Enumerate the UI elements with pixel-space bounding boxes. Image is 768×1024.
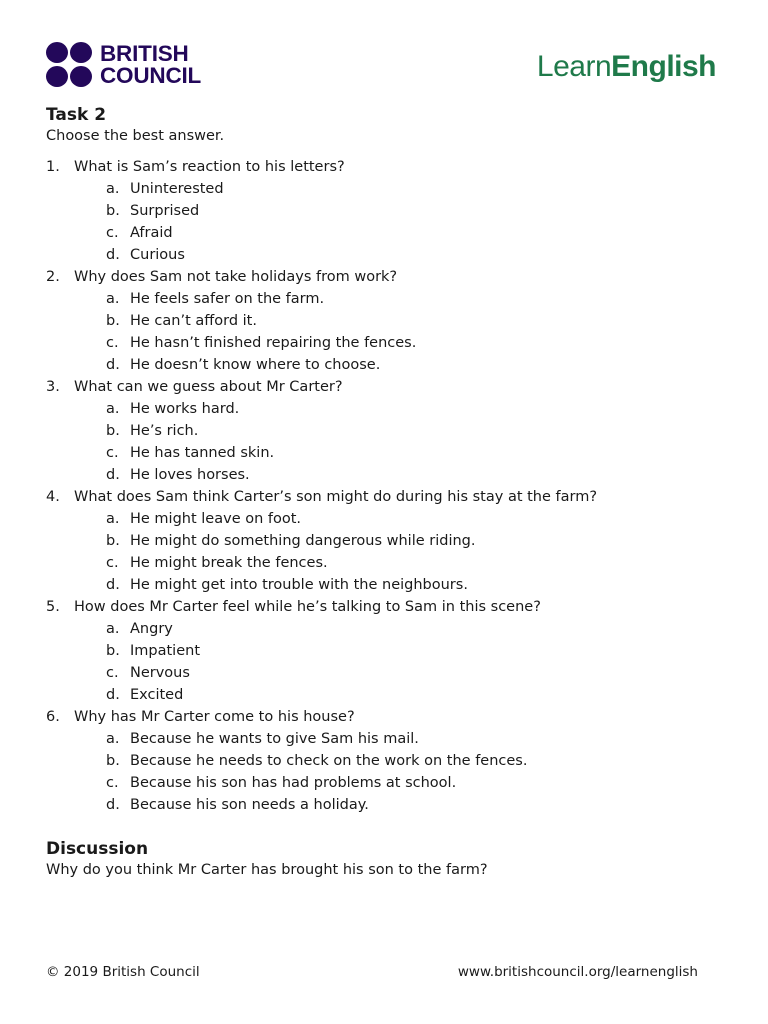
british-council-wordmark xyxy=(100,43,201,87)
option-letter: d. xyxy=(106,247,120,263)
question-item xyxy=(46,596,726,706)
option-letter: d. xyxy=(106,467,120,483)
answer-option xyxy=(46,354,726,376)
option-text: He hasn’t finished repairing the fences. xyxy=(130,335,417,351)
answer-option xyxy=(46,750,726,772)
worksheet-content xyxy=(46,104,726,880)
discussion-title: Discussion xyxy=(46,839,149,859)
answer-option xyxy=(46,552,726,574)
question-text: How does Mr Carter feel while he’s talking to Sam in this scene? xyxy=(74,599,541,615)
option-letter: c. xyxy=(106,665,119,681)
option-letter: a. xyxy=(106,511,120,527)
learnenglish-logo xyxy=(537,50,716,84)
question-text: What is Sam’s reaction to his letters? xyxy=(74,159,345,175)
question-row xyxy=(46,486,726,508)
option-letter: b. xyxy=(106,533,120,549)
option-letter: b. xyxy=(106,643,120,659)
option-text: He might break the fences. xyxy=(130,555,328,571)
question-number: 6. xyxy=(46,709,60,725)
option-letter: b. xyxy=(106,313,120,329)
bc-logo-line2: COUNCIL xyxy=(100,63,202,88)
question-item xyxy=(46,376,726,486)
question-row xyxy=(46,156,726,178)
answer-option xyxy=(46,618,726,640)
answer-option xyxy=(46,728,726,750)
option-text: He might do something dangerous while riding. xyxy=(130,533,476,549)
option-letter: b. xyxy=(106,203,120,219)
question-row xyxy=(46,596,726,618)
option-letter: a. xyxy=(106,291,120,307)
answer-options xyxy=(46,398,726,486)
question-number: 1. xyxy=(46,159,60,175)
answer-option xyxy=(46,684,726,706)
le-logo-light: Learn xyxy=(536,50,612,83)
option-text: Surprised xyxy=(130,203,200,219)
option-letter: c. xyxy=(106,555,119,571)
answer-options xyxy=(46,178,726,266)
question-item xyxy=(46,156,726,266)
answer-option xyxy=(46,288,726,310)
british-council-logo xyxy=(46,42,201,88)
question-number: 5. xyxy=(46,599,60,615)
question-text: What does Sam think Carter’s son might do during his stay at the farm? xyxy=(74,489,598,505)
option-letter: d. xyxy=(106,797,120,813)
discussion-question: Why do you think Mr Carter has brought his son to the farm? xyxy=(46,862,488,878)
option-text: Afraid xyxy=(130,225,173,241)
question-row xyxy=(46,266,726,288)
question-number: 3. xyxy=(46,379,60,395)
option-letter: c. xyxy=(106,775,119,791)
option-text: Because he needs to check on the work on the fences. xyxy=(130,753,528,769)
option-text: Curious xyxy=(130,247,185,263)
option-letter: c. xyxy=(106,225,119,241)
option-text: Uninterested xyxy=(130,181,224,197)
page-footer xyxy=(46,963,698,981)
answer-option xyxy=(46,244,726,266)
question-list xyxy=(46,156,726,816)
answer-option xyxy=(46,398,726,420)
answer-options xyxy=(46,288,726,376)
answer-option xyxy=(46,464,726,486)
page-header xyxy=(0,0,768,100)
answer-option xyxy=(46,442,726,464)
option-text: He has tanned skin. xyxy=(130,445,275,461)
option-letter: a. xyxy=(106,731,120,747)
answer-option xyxy=(46,772,726,794)
option-letter: b. xyxy=(106,753,120,769)
option-letter: a. xyxy=(106,401,120,417)
option-text: Excited xyxy=(130,687,184,703)
question-row xyxy=(46,376,726,398)
answer-option xyxy=(46,640,726,662)
question-item xyxy=(46,706,726,816)
answer-option xyxy=(46,200,726,222)
option-text: Angry xyxy=(130,621,173,637)
copyright-text: © 2019 British Council xyxy=(46,964,200,980)
answer-option xyxy=(46,332,726,354)
option-letter: a. xyxy=(106,181,120,197)
task-instruction: Choose the best answer. xyxy=(46,128,225,144)
answer-options xyxy=(46,508,726,596)
option-letter: c. xyxy=(106,445,119,461)
answer-option xyxy=(46,662,726,684)
option-text: Because he wants to give Sam his mail. xyxy=(130,731,419,747)
question-number: 2. xyxy=(46,269,60,285)
option-letter: b. xyxy=(106,423,120,439)
british-council-dots-icon xyxy=(46,42,94,88)
question-text: Why has Mr Carter come to his house? xyxy=(74,709,355,725)
option-text: Because his son needs a holiday. xyxy=(130,797,369,813)
answer-option xyxy=(46,508,726,530)
task-title: Task 2 xyxy=(46,105,107,125)
option-text: He works hard. xyxy=(130,401,240,417)
option-letter: c. xyxy=(106,335,119,351)
answer-option xyxy=(46,420,726,442)
option-text: He can’t afford it. xyxy=(130,313,257,329)
option-letter: a. xyxy=(106,621,120,637)
option-text: He might leave on foot. xyxy=(130,511,302,527)
answer-option xyxy=(46,222,726,244)
option-letter: d. xyxy=(106,687,120,703)
answer-option xyxy=(46,178,726,200)
answer-option xyxy=(46,530,726,552)
question-number: 4. xyxy=(46,489,60,505)
answer-option xyxy=(46,310,726,332)
option-text: He feels safer on the farm. xyxy=(130,291,325,307)
bc-logo-line1: BRITISH xyxy=(100,41,189,66)
option-text: He doesn’t know where to choose. xyxy=(130,357,381,373)
option-text: Impatient xyxy=(130,643,201,659)
question-text: What can we guess about Mr Carter? xyxy=(74,379,343,395)
option-letter: d. xyxy=(106,577,120,593)
answer-option xyxy=(46,574,726,596)
question-text: Why does Sam not take holidays from work? xyxy=(74,269,398,285)
question-item xyxy=(46,486,726,596)
option-text: Nervous xyxy=(130,665,190,681)
answer-options xyxy=(46,728,726,816)
question-row xyxy=(46,706,726,728)
option-text: He might get into trouble with the neighbours. xyxy=(130,577,468,593)
website-url: www.britishcouncil.org/learnenglish xyxy=(457,964,698,980)
answer-options xyxy=(46,618,726,706)
option-letter: d. xyxy=(106,357,120,373)
answer-option xyxy=(46,794,726,816)
option-text: He loves horses. xyxy=(130,467,250,483)
question-item xyxy=(46,266,726,376)
option-text: He’s rich. xyxy=(130,423,199,439)
le-logo-bold: English xyxy=(611,50,716,83)
option-text: Because his son has had problems at school. xyxy=(130,775,457,791)
